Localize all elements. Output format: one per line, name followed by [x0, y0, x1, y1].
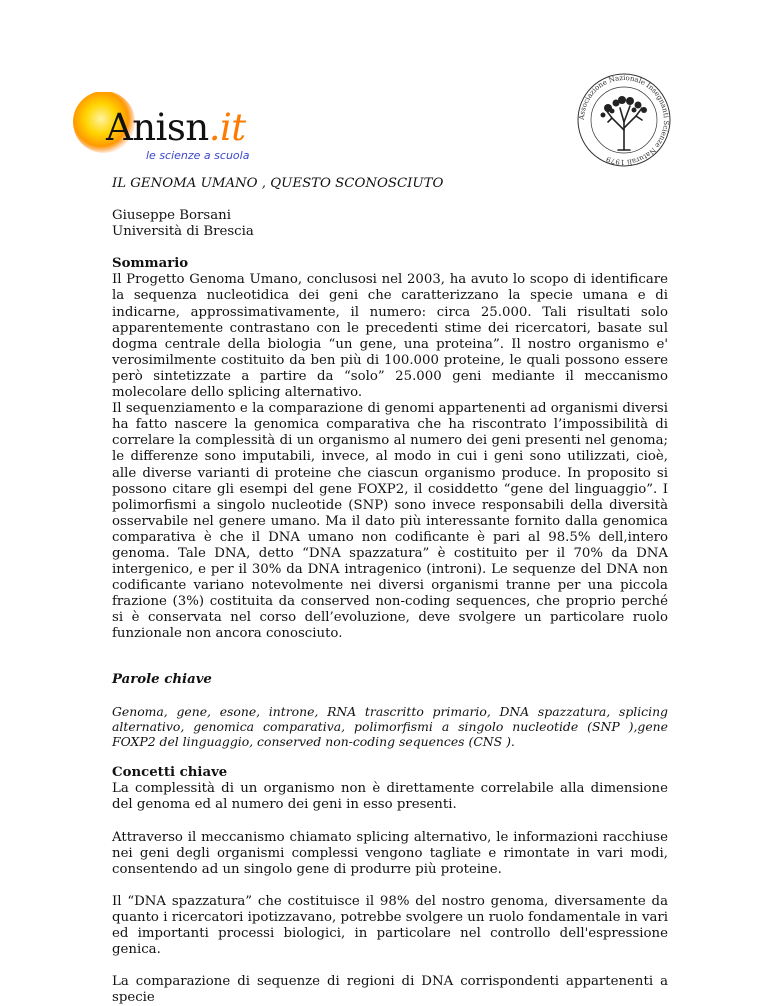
concepts-heading: Concetti chiave — [112, 765, 228, 781]
author-name: Giuseppe Borsani — [112, 208, 231, 224]
association-seal — [570, 70, 678, 170]
summary-heading: Sommario — [112, 256, 189, 272]
summary-paragraph-1: Il Progetto Genoma Umano, conclusosi nel 2003, ha avuto lo scopo di identificare la sequenza nucleotidica dei geni che caratterizzano la specie umana e di indicarne, approssimativamente, il numero: circa 25.000. Tali risultati solo apparentemente contrastano con le precedenti stime dei ricercatori, basate sul dogma centrale della biologia “un gene, una proteina”. Il nostro organismo e' verosimilmente costituito da ben più di 100.000 proteine, le quali possono essere però sintetizzate a partire da “solo” 25.000 geni mediante il meccanismo molecolare dello splicing alternativo. — [112, 272, 668, 401]
concepts-paragraph-3: Il “DNA spazzatura” che costituisce il 98% del nostro genoma, diversamente da quanto i ricercatori ipotizzavano, potrebbe svolgere un ruolo fondamentale in vari ed importanti processi biologici, in particolare nel controllo dell'espressione genica. — [112, 893, 668, 958]
tree-seal-icon — [570, 70, 678, 170]
keywords-heading: Parole chiave — [112, 671, 212, 687]
svg-text:Associazione Nazionale Insegna: Associazione Nazionale Insegnanti Scienze Naturali 1979 — [577, 73, 671, 167]
document-body — [112, 176, 668, 1006]
concepts-paragraph-1: La complessità di un organismo non è direttamente correlabile alla dimensione del genoma ed al numero dei geni in esso presenti. — [112, 781, 668, 813]
concepts-paragraph-4: La comparazione di sequenze di regioni di DNA corrispondenti appartenenti a specie — [112, 974, 668, 1006]
anisn-logo — [70, 92, 300, 166]
logo-tagline: le scienze a scuola — [146, 149, 250, 162]
summary-paragraph-2: Il sequenziamento e la comparazione di genomi appartenenti ad organismi diversi ha fatto nascere la genomica comparativa che ha riscontrato l’impossibilità di correlare la complessità di un organismo al numero dei geni presenti nel genoma; le differenze sono imputabili, invece, al modo in cui i geni sono utilizzati, cioè, alle diverse varianti di proteine che ciascun organismo produce. In proposito si possono citare gli esempi del gene FOXP2, il cosiddetto “gene del linguaggio”. I polimorfismi a singolo nucleotide (SNP) sono invece responsabili della diversità osservabile nel genere umano. Ma il dato più interessante fornito dalla genomica comparativa è che il DNA umano non codificante è pari al 98.5% dell,intero genoma. Tale DNA, detto “DNA spazzatura” è costituito per il 70% da DNA intergenico, e per il 30% da DNA intragenico (introni). Le sequenze del DNA non codificante variano notevolmente nei diversi organismi tranne per una piccola frazione (3%) costituita da conserved non-coding sequences, che proprio perché si è conservata nel corso dell’evoluzione, deve svolgere un particolare ruolo funzionale non ancora conosciuto. — [112, 401, 668, 642]
logo-wordmark: Anisn.it — [106, 106, 246, 149]
document-title: IL GENOMA UMANO , QUESTO SCONOSCIUTO — [112, 176, 444, 191]
keywords-text: Genoma, gene, esone, introne, RNA trascritto primario, DNA spazzatura, splicing alternativo, genomica comparativa, polimorfismi a singolo nucleotide (SNP ),gene FOXP2 del linguaggio, conserved non-coding sequences (CNS ). — [112, 703, 668, 750]
concepts-paragraph-2: Attraverso il meccanismo chiamato splicing alternativo, le informazioni racchiuse nei geni degli organismi complessi vengono tagliate e rimontate in vari modi, consentendo ad un singolo gene di produrre più proteine. — [112, 829, 668, 877]
author-affiliation: Università di Brescia — [112, 224, 254, 240]
